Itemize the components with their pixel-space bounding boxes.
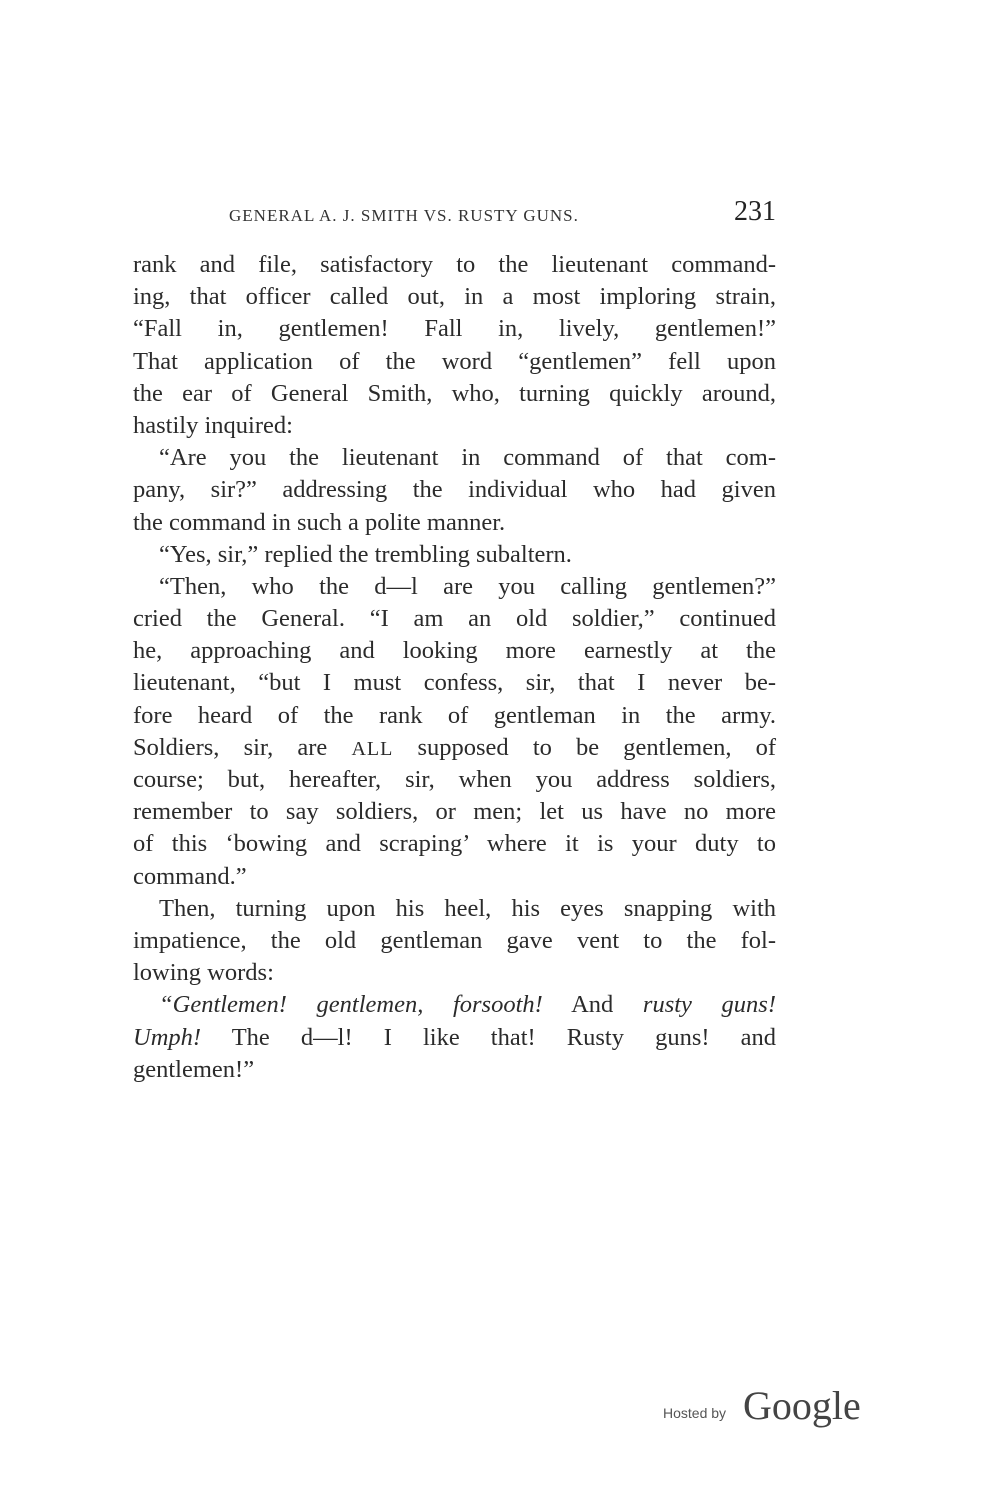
italic-exclamation: “Gentlemen! gentlemen, forsooth! <box>159 991 543 1019</box>
text-line: pany, sir?” addressing the individual who had given <box>133 476 776 504</box>
text-line <box>133 732 776 764</box>
text-line: That application of the word “gentlemen” fell upon <box>133 347 776 375</box>
hosted-by-label: Hosted by <box>663 1405 727 1421</box>
text-segment: The d—l! I like that! Rusty guns! and <box>231 1023 776 1051</box>
text-line: rank and file, satisfactory to the lieutenant command- <box>133 251 776 278</box>
text-line: the command in such a polite manner. <box>133 508 506 536</box>
google-logo: Google <box>743 1383 861 1428</box>
text-segment: Soldiers, sir, are <box>133 733 328 761</box>
text-line: Then, turning upon his heel, his eyes snapping with <box>159 894 776 922</box>
google-watermark <box>663 1382 873 1438</box>
italic-exclamation: rusty guns! <box>642 991 776 1019</box>
text-line: hastily inquired: <box>133 411 293 439</box>
text-line: “Then, who the d—l are you calling gentlemen?” <box>159 572 776 600</box>
text-line: “Yes, sir,” replied the trembling subaltern. <box>159 540 572 568</box>
text-line: impatience, the old gentleman gave vent to the fol- <box>133 926 776 954</box>
text-line: ing, that officer called out, in a most imploring strain, <box>133 283 776 311</box>
text-line: fore heard of the rank of gentleman in the army. <box>133 701 776 729</box>
text-line: “Fall in, gentlemen! Fall in, lively, gentlemen!” <box>133 315 776 343</box>
text-line: lowing words: <box>133 959 274 987</box>
text-line: he, approaching and looking more earnestly at the <box>133 637 776 665</box>
text-line: course; but, hereafter, sir, when you address soldiers, <box>133 766 776 793</box>
text-line <box>133 989 776 1021</box>
text-line: of this ‘bowing and scraping’ where it is your duty to <box>133 830 776 858</box>
body-text <box>133 249 776 1086</box>
italic-exclamation: Umph! <box>133 1023 202 1051</box>
text-line <box>133 1022 776 1054</box>
text-line: cried the General. “I am an old soldier,” continued <box>133 605 776 633</box>
text-line: “Are you the lieutenant in command of that com- <box>159 444 776 472</box>
running-head <box>133 196 776 236</box>
text-line: command.” <box>133 862 247 890</box>
page-number: 231 <box>734 196 776 227</box>
text-line: gentlemen!” <box>133 1055 255 1083</box>
text-line: remember to say soldiers, or men; let us have no more <box>133 798 776 826</box>
running-title: GENERAL A. J. SMITH VS. RUSTY GUNS. <box>229 206 579 225</box>
text-segment: supposed to be gentlemen, of <box>417 733 777 761</box>
text-segment: And <box>571 991 614 1019</box>
text-line: the ear of General Smith, who, turning quickly around, <box>133 379 776 407</box>
small-caps-emphasis: ALL <box>351 737 394 760</box>
text-line: lieutenant, “but I must confess, sir, that I never be- <box>133 669 776 697</box>
